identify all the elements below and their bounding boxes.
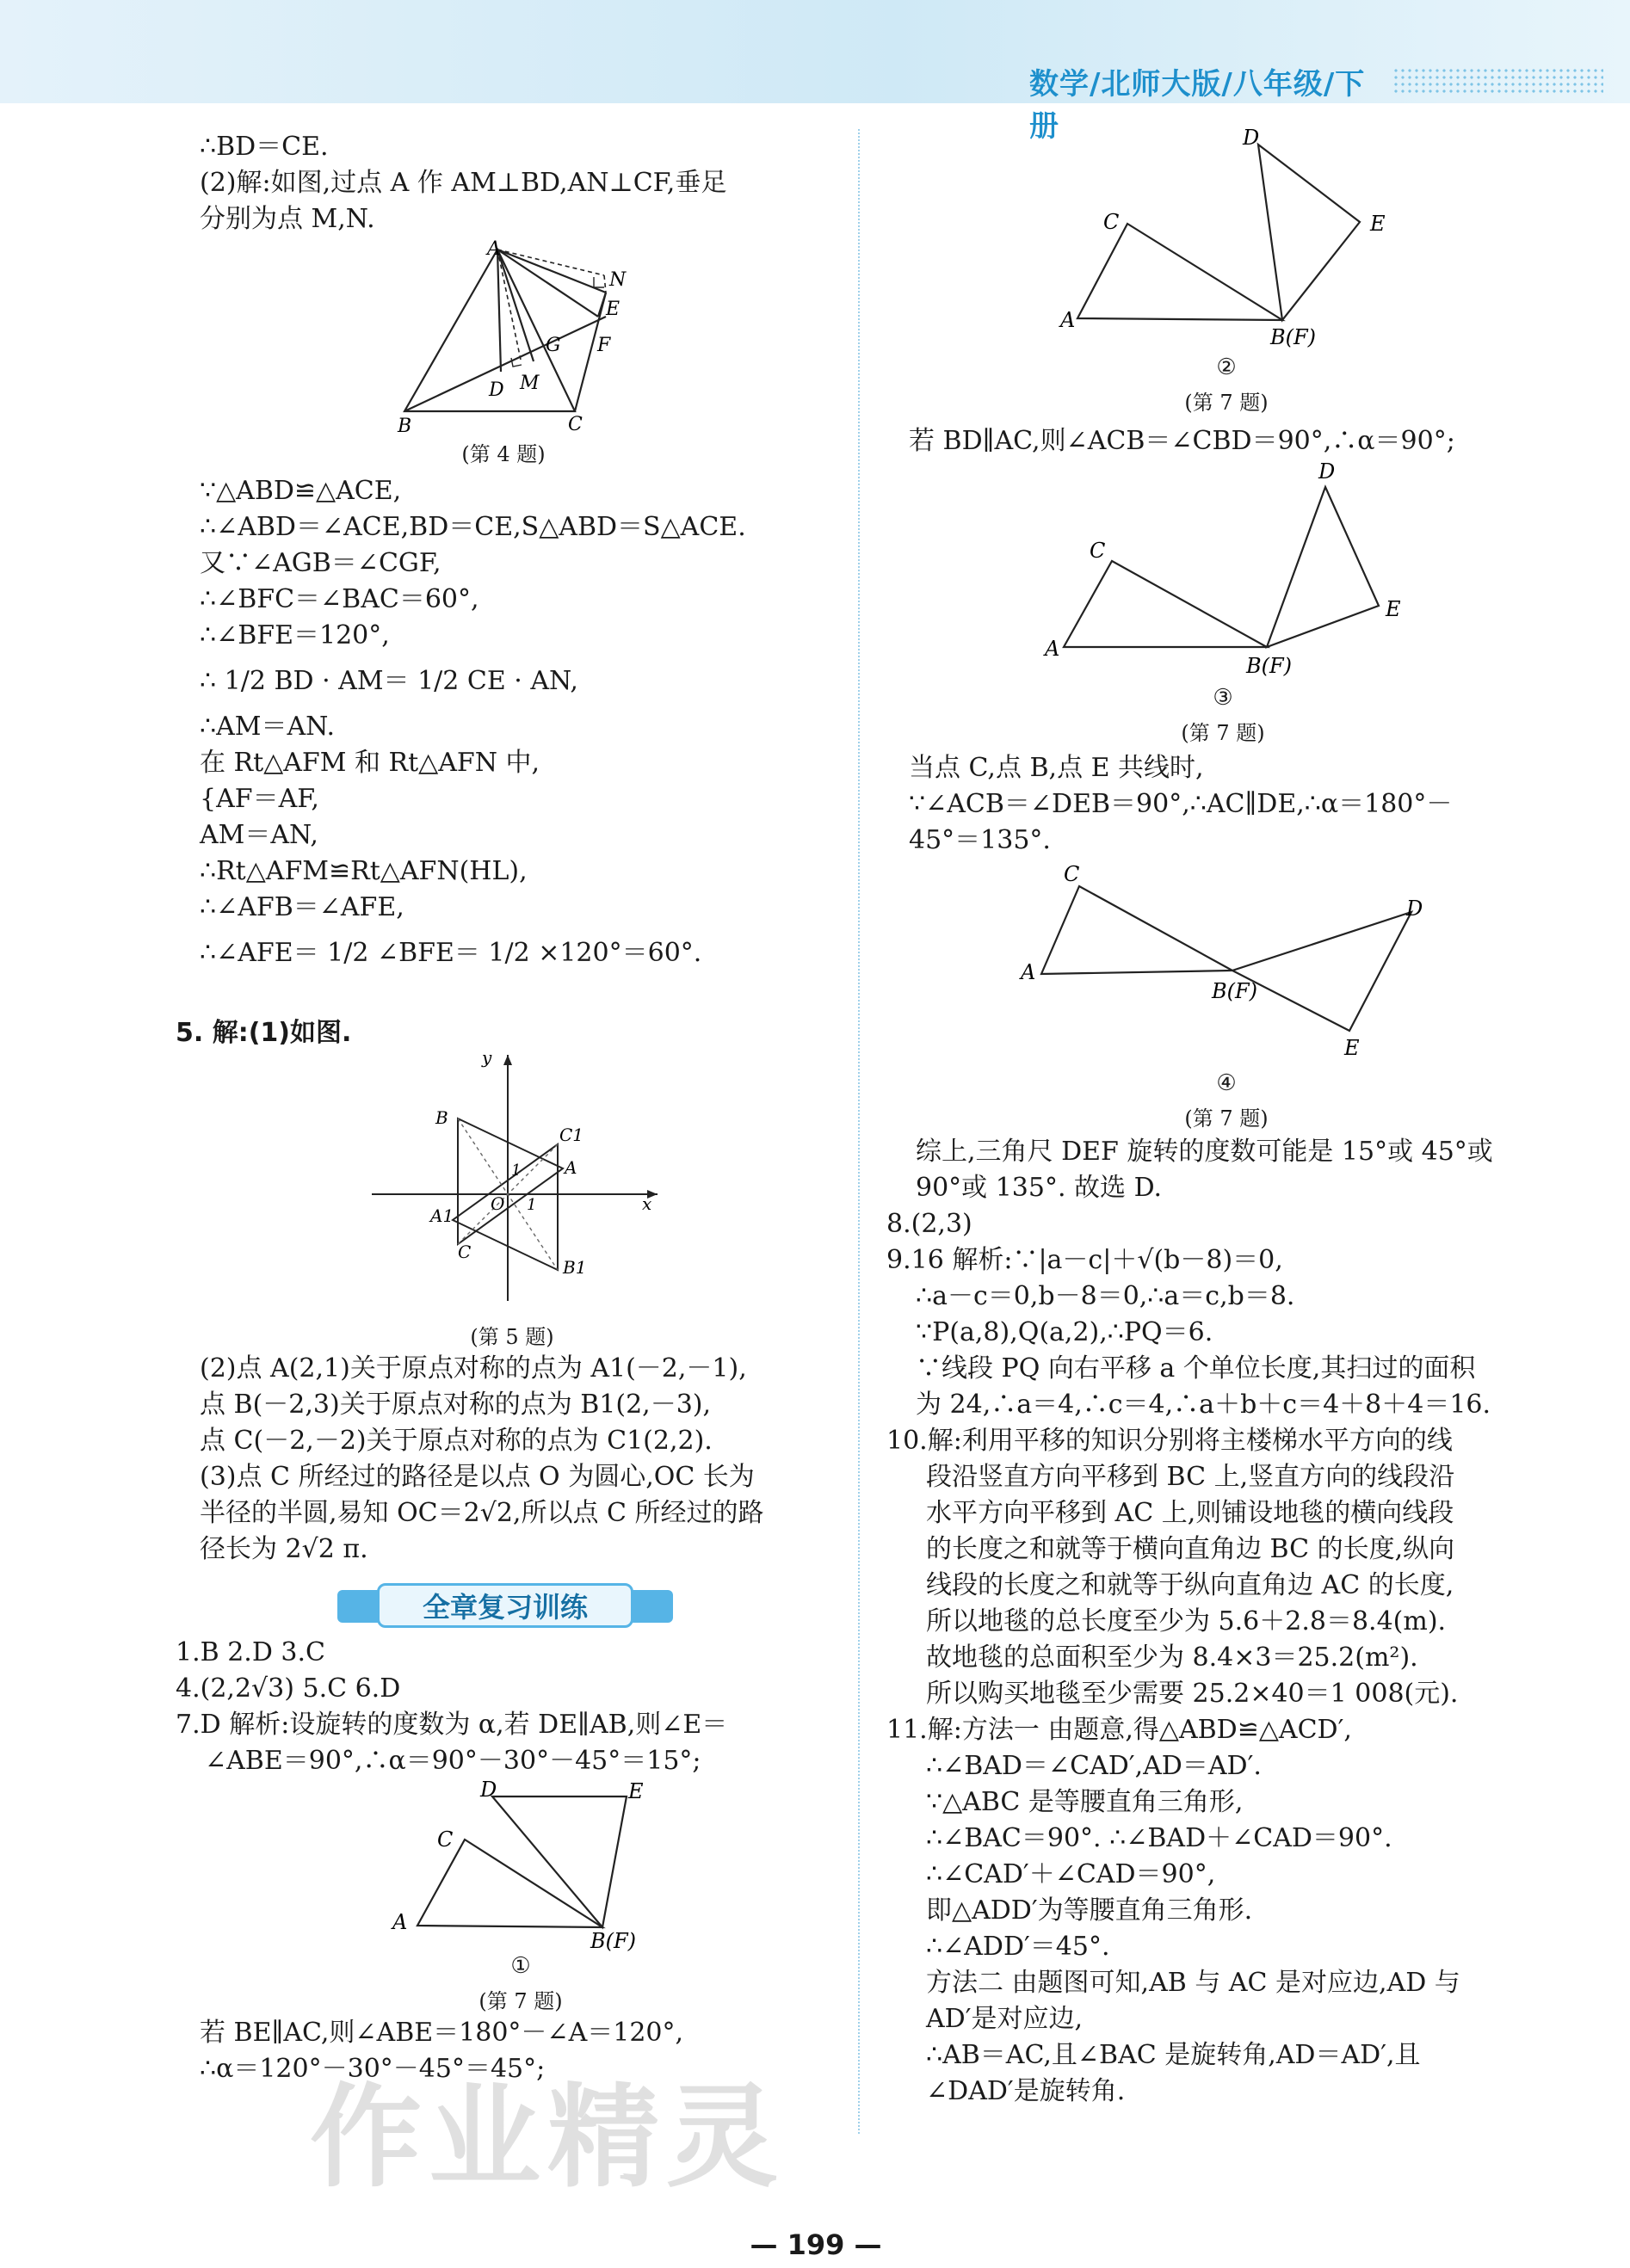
text-line: 当点 C,点 B,点 E 共线时, xyxy=(909,753,1204,783)
text-line: 半径的半圆,易知 OC＝2√2,所以点 C 所经过的路 xyxy=(200,1498,764,1528)
text-line: ∴∠ABD＝∠ACE,BD＝CE,S△ABD＝S△ACE. xyxy=(200,512,746,542)
fig7-4-label: E xyxy=(1344,1036,1360,1060)
fig7-1-caption: (第 7 题) xyxy=(479,1989,563,2013)
text-line: 7.D 解析:设旋转的度数为 α,若 DE∥AB,则∠E＝ xyxy=(176,1710,728,1740)
text-line: ∴Rt△AFM≌Rt△AFN(HL), xyxy=(200,856,528,886)
watermark: 作业精灵 xyxy=(310,2072,786,2203)
text-line: 为 24,∴a＝4,∴c＝4,∴a＋b＋c＝4＋8＋4＝16. xyxy=(916,1390,1491,1420)
fig4-label: A xyxy=(487,238,501,260)
text-line: 1.B 2.D 3.C xyxy=(176,1637,325,1667)
fig7-3-label: D xyxy=(1318,459,1336,484)
text-line: ∴∠CAD′＋∠CAD＝90°, xyxy=(926,1859,1216,1889)
fig4-label: G xyxy=(546,335,561,356)
y-axis-arrow xyxy=(503,1055,512,1065)
figure-7-1 xyxy=(379,1764,663,1953)
text-line: ∴∠AFB＝∠AFE, xyxy=(200,892,404,922)
text-line: {AF＝AF, xyxy=(200,784,319,814)
fig5-label: B1 xyxy=(563,1257,587,1278)
text-line: ∴α＝120°－30°－45°＝45°; xyxy=(200,2054,546,2084)
fig7-2-caption: (第 7 题) xyxy=(1184,391,1269,415)
fig7-2-label: C xyxy=(1103,210,1120,234)
fig7-4-label: D xyxy=(1406,897,1423,921)
text-line: ∴∠BAD＝∠CAD′,AD＝AD′. xyxy=(926,1751,1262,1781)
text-line: 段沿竖直方向平移到 BC 上,竖直方向的线段沿 xyxy=(926,1462,1455,1492)
fig7-3-caption: (第 7 题) xyxy=(1181,721,1265,745)
fig5-label: A xyxy=(565,1157,577,1178)
text-line: ∵△ABC 是等腰直角三角形, xyxy=(926,1787,1244,1817)
fig5-label: B xyxy=(435,1107,448,1128)
text-line: ∵线段 PQ 向右平移 a 个单位长度,其扫过的面积 xyxy=(916,1353,1476,1384)
text-line: 的长度之和就等于横向直角边 BC 的长度,纵向 xyxy=(926,1534,1455,1564)
fig7-2-label: D xyxy=(1243,126,1260,150)
text-line: 线段的长度之和就等于纵向直角边 AC 的长度, xyxy=(926,1570,1454,1600)
fig4-label: N xyxy=(609,269,627,291)
text-line: ∠DAD′是旋转角. xyxy=(926,2076,1126,2106)
text-line: 点 B(－2,3)关于原点对称的点为 B1(2,－3), xyxy=(200,1390,712,1420)
fig5-label: C xyxy=(458,1242,472,1262)
text-line: 故地毯的总面积至少为 8.4×3＝25.2(m²). xyxy=(926,1642,1418,1673)
fig7-3-label: E xyxy=(1386,597,1401,621)
column-divider xyxy=(858,129,860,2134)
fig4-label: B xyxy=(398,416,412,437)
text-line: ∵P(a,8),Q(a,2),∴PQ＝6. xyxy=(916,1317,1213,1347)
text-line: ∵△ABD≌△ACE, xyxy=(200,476,402,506)
page-number-value: 199 xyxy=(787,2228,845,2261)
fig5-label: y xyxy=(482,1047,492,1068)
q5-heading: 5. 解:(1)如图. xyxy=(176,1018,352,1048)
text-line: 又∵∠AGB＝∠CGF, xyxy=(200,548,441,578)
left-block-3 xyxy=(200,1351,837,1568)
text-line: 径长为 2√2 π. xyxy=(200,1534,368,1564)
header-dot-pattern xyxy=(1392,67,1603,93)
text-line: 10.解:利用平移的知识分别将主楼梯水平方向的线 xyxy=(886,1426,1453,1456)
section-title-banner xyxy=(337,1580,673,1631)
text-line: ∴AB＝AC,且∠BAC 是旋转角,AD＝AD′,且 xyxy=(926,2040,1421,2070)
fig7-4-caption: (第 7 题) xyxy=(1184,1106,1269,1131)
figure-7-3 xyxy=(1041,456,1403,680)
section-title: 全章复习训练 xyxy=(377,1583,633,1628)
text-line: 11.解:方法一 由题意,得△ABD≌△ACD′, xyxy=(886,1715,1352,1745)
text-line: ∴∠BAC＝90°. ∴∠BAD＋∠CAD＝90°. xyxy=(926,1823,1392,1853)
text-line: (2)解:如图,过点 A 作 AM⊥BD,AN⊥CF,垂足 xyxy=(200,168,727,198)
fig7-2-label: E xyxy=(1370,212,1386,236)
text-line: 方法二 由题图可知,AB 与 AC 是对应边,AD 与 xyxy=(926,1968,1460,1998)
fig5-label: x xyxy=(642,1193,652,1214)
fig7-4-label: A xyxy=(1021,960,1036,984)
fig4-label: F xyxy=(597,335,611,356)
text-line: ∴BD＝CE. xyxy=(200,132,329,162)
left-block-2 xyxy=(200,473,837,981)
text-line: ∴∠BFC＝∠BAC＝60°, xyxy=(200,584,479,614)
fig4-caption: (第 4 题) xyxy=(461,442,546,466)
text-line: ∵∠ACB＝∠DEB＝90°,∴AC∥DE,∴α＝180°－ xyxy=(909,789,1453,819)
fig7-3-label: C xyxy=(1090,539,1106,563)
text-line: 所以地毯的总长度至少为 5.6＋2.8＝8.4(m). xyxy=(926,1606,1447,1636)
right-block-5 xyxy=(909,750,1589,859)
fig7-2-number: ② xyxy=(1216,354,1237,380)
text-line: (3)点 C 所经过的路径是以点 O 为圆心,OC 长为 xyxy=(200,1462,755,1492)
text-line: 综上,三角尺 DEF 旋转的度数可能是 15°或 45°或 xyxy=(916,1137,1493,1167)
fig7-1-number: ① xyxy=(510,1953,531,1979)
fig4-label: E xyxy=(606,299,621,320)
fig7-4-number: ④ xyxy=(1216,1070,1237,1096)
text-line: 分别为点 M,N. xyxy=(200,204,375,234)
text-line: ∴AM＝AN. xyxy=(200,712,336,742)
text-line: 若 BD∥AC,则∠ACB＝∠CBD＝90°,∴α＝90°; xyxy=(909,426,1455,456)
fig7-4-label: B(F) xyxy=(1212,979,1258,1003)
fig4-label: C xyxy=(568,414,583,435)
text-line: AM＝AN, xyxy=(200,820,318,850)
fig7-2-label: B(F) xyxy=(1270,325,1317,349)
right-block-6 xyxy=(886,1134,1592,2110)
text-line: 4.(2,2√3) 5.C 6.D xyxy=(176,1673,401,1704)
fig4-label: D xyxy=(489,379,504,401)
fig7-1-label: D xyxy=(480,1778,497,1802)
figure-7-2 xyxy=(1041,120,1403,353)
figure-7-4 xyxy=(1016,857,1446,1072)
text-line: (2)点 A(2,1)关于原点对称的点为 A1(－2,－1), xyxy=(200,1353,747,1384)
fig5-label: O xyxy=(491,1193,505,1214)
text-line: ∴∠AFE＝ 1/2 ∠BFE＝ 1/2 ×120°＝60°. xyxy=(200,938,702,968)
fig7-1-label: C xyxy=(437,1827,454,1852)
figure-4 xyxy=(379,234,637,449)
text-line: 若 BE∥AC,则∠ABE＝180°－∠A＝120°, xyxy=(200,2018,684,2048)
text-line: 90°或 135°. 故选 D. xyxy=(916,1173,1163,1203)
text-line: 8.(2,3) xyxy=(886,1209,972,1239)
text-line: 水平方向平移到 AC 上,则铺设地毯的横向线段 xyxy=(926,1498,1454,1528)
fig7-2-label: A xyxy=(1060,308,1076,332)
text-line: 点 C(－2,－2)关于原点对称的点为 C1(2,2). xyxy=(200,1426,713,1456)
fig5-label: 1 xyxy=(527,1196,537,1214)
fig5-label: C1 xyxy=(559,1125,584,1145)
text-line: 即△ADD′为等腰直角三角形. xyxy=(926,1895,1253,1926)
text-line: 所以购买地毯至少需要 25.2×40＝1 008(元). xyxy=(926,1679,1459,1709)
figure-5 xyxy=(361,1047,671,1316)
fig7-1-label: E xyxy=(628,1779,644,1803)
fig7-3-label: A xyxy=(1045,637,1060,661)
text-line: ∴∠ADD′＝45°. xyxy=(926,1932,1110,1962)
left-block-1 xyxy=(200,129,837,237)
fig4-label: M xyxy=(520,373,540,394)
fig5-caption: (第 5 题) xyxy=(470,1325,554,1349)
text-line: ∴a－c＝0,b－8＝0,∴a＝c,b＝8. xyxy=(916,1281,1295,1311)
fig7-4-label: C xyxy=(1064,862,1080,886)
text-line: 9.16 解析:∵|a－c|＋√(b－8)＝0, xyxy=(886,1245,1283,1275)
fig5-label: 1 xyxy=(511,1162,522,1180)
right-line-after-2 xyxy=(909,423,1589,459)
text-line: 45°＝135°. xyxy=(909,825,1051,855)
answers-block xyxy=(176,1635,855,1779)
fig5-label: A1 xyxy=(430,1205,454,1226)
fig7-3-label: B(F) xyxy=(1246,654,1293,678)
page-number: — 199 — xyxy=(750,2228,882,2261)
fig7-1-label: B(F) xyxy=(590,1929,637,1953)
header-title: 数学/北师大版/八年级/下册 xyxy=(1029,67,1366,144)
fig7-1-label: A xyxy=(392,1910,408,1934)
text-line: ∴ 1/2 BD · AM＝ 1/2 CE · AN, xyxy=(200,666,578,696)
text-line: 在 Rt△AFM 和 Rt△AFN 中, xyxy=(200,748,540,778)
text-line: AD′是对应边, xyxy=(926,2004,1084,2034)
text-line: ∠ABE＝90°,∴α＝90°－30°－45°＝15°; xyxy=(205,1746,701,1776)
text-line: ∴∠BFE＝120°, xyxy=(200,620,390,650)
fig7-3-number: ③ xyxy=(1213,685,1233,711)
